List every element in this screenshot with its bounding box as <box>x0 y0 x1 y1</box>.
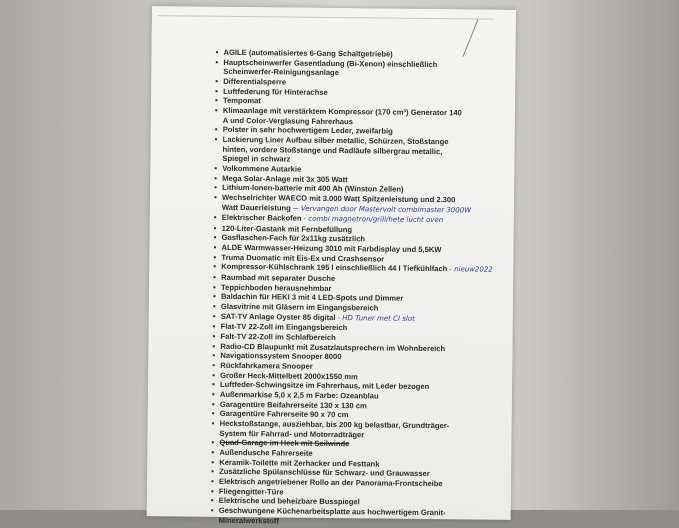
list-item-text: Wechselrichter WAECO mit 3.000 Watt Spitzenleistung und 2.300 Watt Dauerleistung <box>221 192 456 213</box>
list-item-text: SAT-TV Anlage Oyster 85 digital <box>220 311 336 322</box>
list-item-text: Tempomat <box>222 96 261 106</box>
list-item-text: Falt-TV 22-Zoll im Schlafbereich <box>220 331 336 343</box>
paper-fold-line <box>158 15 494 20</box>
list-item <box>211 506 511 528</box>
list-item-text: Außendusche Fahrerseite <box>219 447 313 458</box>
list-item-text: Großer Heck-Mittelbett 2000x1550 mm <box>220 370 358 381</box>
list-item-text: Fliegengitter-Türe <box>218 486 284 497</box>
list-item-text: AGILE (automatisiertes 6-Gang Schaltgetriebe) <box>223 47 393 59</box>
list-item-text: Lackierung Liner Aufbau silber metallic, Schürzen, Stoßstange hinten, vordere Stoßstange und Radläufe silbergrau metallic, Spiegel in schwarz <box>222 134 449 164</box>
list-item-text: Gasflaschen-Fach für 2x11kg zusätzlich <box>221 233 366 244</box>
equipment-list <box>211 48 516 528</box>
list-item-text: Polster in sehr hochwertigem Leder, zweifarbig <box>222 125 393 136</box>
list-item-text: Glasvitrine mit Gläsern im Eingangsbereich <box>220 301 379 313</box>
list-item-text: Hauptscheinwerfer Gasentladung (Bi-Xenon) einschließlich Scheinwerfer-Reinigungsanlage <box>223 57 438 78</box>
list-item-text: Geschwungene Küchenarbeitsplatte aus hochwertigem Granit- Mineralwerkstoff <box>218 505 446 525</box>
paper-sheet <box>147 6 516 525</box>
list-item-text: Truma Duomatic mit Eis-Ex und Crashsensor <box>221 252 385 264</box>
list-item-text: Luftfederung für Hinterachse <box>223 86 328 97</box>
list-item-text: Rückfahrkamera Snooper <box>220 360 313 371</box>
list-item-text: Klimaanlage mit verstärktem Kompressor (170 cm³) Generator 140 A und Color-Verglasung Fahrerhaus <box>222 105 462 126</box>
list-item-text: Keramik-Toilette mit Zerhacker und Festtank <box>219 457 380 469</box>
list-item-text: Differentialsperre <box>223 76 287 87</box>
list-item-text: Elektrische und beheizbare Busspiegel <box>218 496 360 507</box>
handwritten-note: - nieuw2022 <box>449 265 493 275</box>
list-item-text: Elektrischer Backofen <box>221 212 302 223</box>
list-item-text: Navigationssystem Snooper 8000 <box>220 351 342 362</box>
list-item-text: ALDE Warmwasser-Heizung 3010 mit Farbdisplay und 5,5KW <box>221 242 442 255</box>
list-item-text: Elektrisch angetriebener Rollo an der Panorama-Frontscheibe <box>218 476 443 489</box>
handwritten-note: - combi magnetron/grill/hete lucht oven <box>303 214 444 225</box>
list-item-text: Garagentüre Fahrerseite 90 x 70 cm <box>219 409 349 420</box>
list-item-text: Mega Solar-Anlage mit 3x 305 Watt <box>222 173 348 184</box>
list-item-text: Teppichboden herausnehmbar <box>221 282 332 293</box>
list-item-text: Kompressor-Kühlschrank 195 l einschließlich 44 l Tiefkühlfach <box>221 262 448 274</box>
list-item-text: Außenmarkise 5,0 x 2,5 m Farbe: Ozeanblau <box>219 389 379 401</box>
list-item-text: Lithium-Ionen-batterie mit 400 Ah (Winston Zellen) <box>222 183 404 194</box>
list-item-text: Baldachin für HEKI 3 mit 4 LED-Spots und Dimmer <box>220 292 404 304</box>
list-item-text: Quad-Garage im Heck mit Seilwinde <box>219 438 350 449</box>
list-item-text: Raumbad mit separater Dusche <box>221 272 336 284</box>
list-item-text: Heckstoßstange, ausziehbar, bis 200 kg belastbar, Grundträger- System für Fahrrad- und Motorradträger <box>219 418 450 439</box>
list-item-text: Volkommene Autarkie <box>222 163 302 174</box>
list-item-text: Zusätzliche Spülanschlüsse für Schwarz- und Grauwasser <box>219 467 430 479</box>
list-item-text: Flat-TV 22-Zoll im Eingangsbereich <box>220 322 348 333</box>
handwritten-note: - HD Tuner met CI slot <box>337 313 415 323</box>
list-item-text: Radio-CD Blaupunkt mit Zusatzlautsprechern im Wohnbereich <box>220 341 446 353</box>
list-item-text: 120-Liter-Gastank mit Fernbefüllung <box>221 223 353 235</box>
handwritten-note: ~ Vervangen door Mastervolt combimaster 3000W <box>292 204 472 214</box>
list-item <box>214 135 514 167</box>
list-item-text: Garagentüre Beifahrerseite 130 x 130 cm <box>219 399 367 410</box>
list-item-text: Luftfeder-Schwingsitze im Fahrerhaus, mit Leder bezogen <box>220 380 430 392</box>
